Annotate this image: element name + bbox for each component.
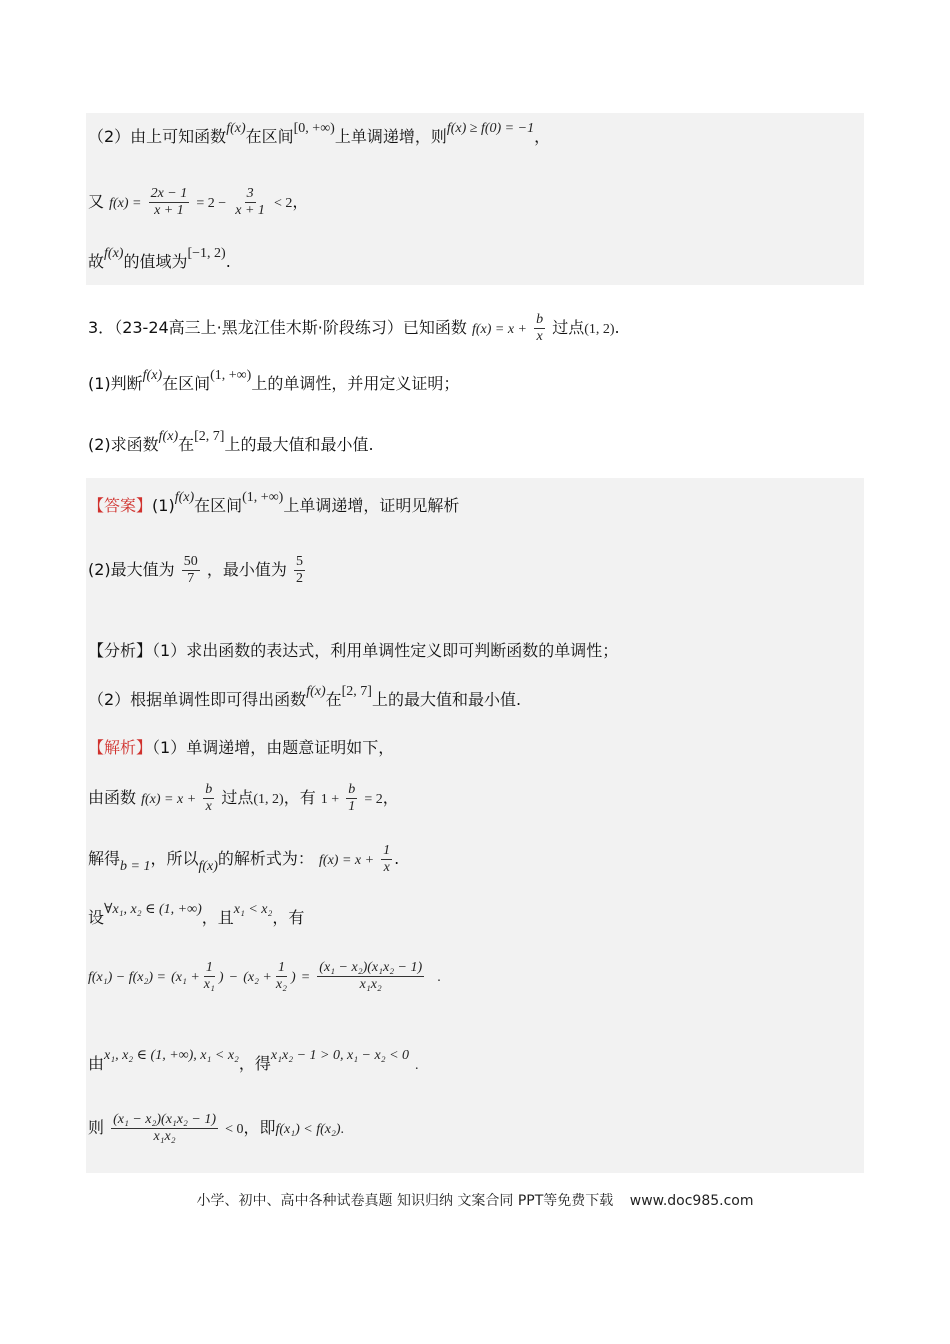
fraction-max: $\frac{50}{7}$ [183,554,198,586]
fraction: $\frac{3}{x + 1}$ [235,186,265,218]
fraction: $\frac{1}{\text{x₁}}$ [203,960,215,992]
footer-text: 小学、初中、高中各种试卷真题 知识归纳 文案合同 PPT等免费下载 [196,1193,614,1209]
fraction-big: $\frac{\text{(x₁ − x₂)(x₁x₂ − 1)}}{\text{x₁x₂}}$ [113,1112,216,1144]
solution-line1: 【解析】（1）单调递增，由题意证明如下， [88,738,395,757]
analysis-line2: （2）根据单调性即可得出函数f(x)在[2, 7]上的最大值和最小值. [88,684,522,709]
fraction: $\frac{1}{\text{x₂}}$ [275,960,287,992]
fraction: $\frac{b}{1}$ [348,782,356,814]
answer-line2: (2)最大值为 $\frac{50}{7}$ ，最小值为 $\frac{5}{2}$ [88,554,303,586]
answer-line1: 【答案】(1)f(x)在区间(1, +∞)上单调递增，证明见解析 [88,490,460,515]
analysis-tag: 【分析】 [88,641,153,660]
fraction: $\frac{2x - 1}{x + 1}$ [150,186,188,218]
analysis-line1: 【分析】（1）求出函数的表达式，利用单调性定义即可判断函数的单调性； [88,641,619,660]
solution-line5: f(x₁) − f(x₂) = (x₁ + $\frac{1}{\text{x₁}}$ ) − (x₂ + $\frac{1}{\text{x₂}}$ ) = $\frac{\text{(x₁ − x₂)(x₁x₂ − 1)}}{\text{x₁x₂}}$ . [88,960,441,992]
answer-tag: 【答案】 [88,496,153,515]
math-range: [−1, 2) [187,246,226,261]
part2-line2: 又 f(x) = $\frac{2x - 1}{x + 1}$ = 2 − $\frac{3}{x + 1}$ < 2， [88,186,309,218]
math-fx: f(x) [226,121,246,136]
solution-line7: 则 $\frac{\text{(x₁ − x₂)(x₁x₂ − 1)}}{\text{x₁x₂}}$ < 0，即f(x₁) < f(x₂). [88,1112,345,1144]
part2-line1: （2）由上可知函数f(x)在区间[0, +∞)上单调递增，则f(x) ≥ f(0) = −1， [88,121,551,146]
fraction: $\frac{1}{x}$ [383,843,391,875]
problem3-q2: (2)求函数f(x)在[2, 7]上的最大值和最小值. [88,429,374,454]
solution-tag: 【解析】 [88,738,153,757]
solution-line6: 由x₁, x₂ ∈ (1, +∞), x₁ < x₂，得x₁x₂ − 1 > 0, x₁ − x₂ < 0. [88,1048,419,1073]
page-footer [0,1190,950,1210]
solution-line4: 设∀x₁, x₂ ∈ (1, +∞)，且x₁ < x₂，有 [88,902,305,927]
math-inequality: f(x) ≥ f(0) = −1 [446,121,535,136]
problem3-stem: 3．（23-24高三上·黑龙江佳木斯·阶段练习）已知函数 f(x) = x + $\frac{b}{x}$ 过点(1, 2). [88,312,620,344]
solution-line2: 由函数 f(x) = x + $\frac{b}{x}$ 过点(1, 2)，有 1 + $\frac{b}{1}$ = 2， [88,782,399,814]
fraction: $\frac{b}{x}$ [205,782,213,814]
fraction-min: $\frac{5}{2}$ [295,554,303,586]
fraction-big: $\frac{\text{(x₁ − x₂)(x₁x₂ − 1)}}{\text{x₁x₂}}$ [319,960,423,992]
part2-line3: 故f(x)的值域为[−1, 2). [88,246,231,271]
footer-site-link[interactable]: www.doc985.com [629,1193,754,1209]
math-interval: [0, +∞) [293,121,335,136]
solution-line3: 解得b = 1，所以f(x)的解析式为： f(x) = x + $\frac{1}{x}$ . [88,843,400,875]
problem3-q1: (1)判断f(x)在区间(1, +∞)上的单调性，并用定义证明； [88,368,460,393]
fraction: $\frac{b}{x}$ [536,312,544,344]
